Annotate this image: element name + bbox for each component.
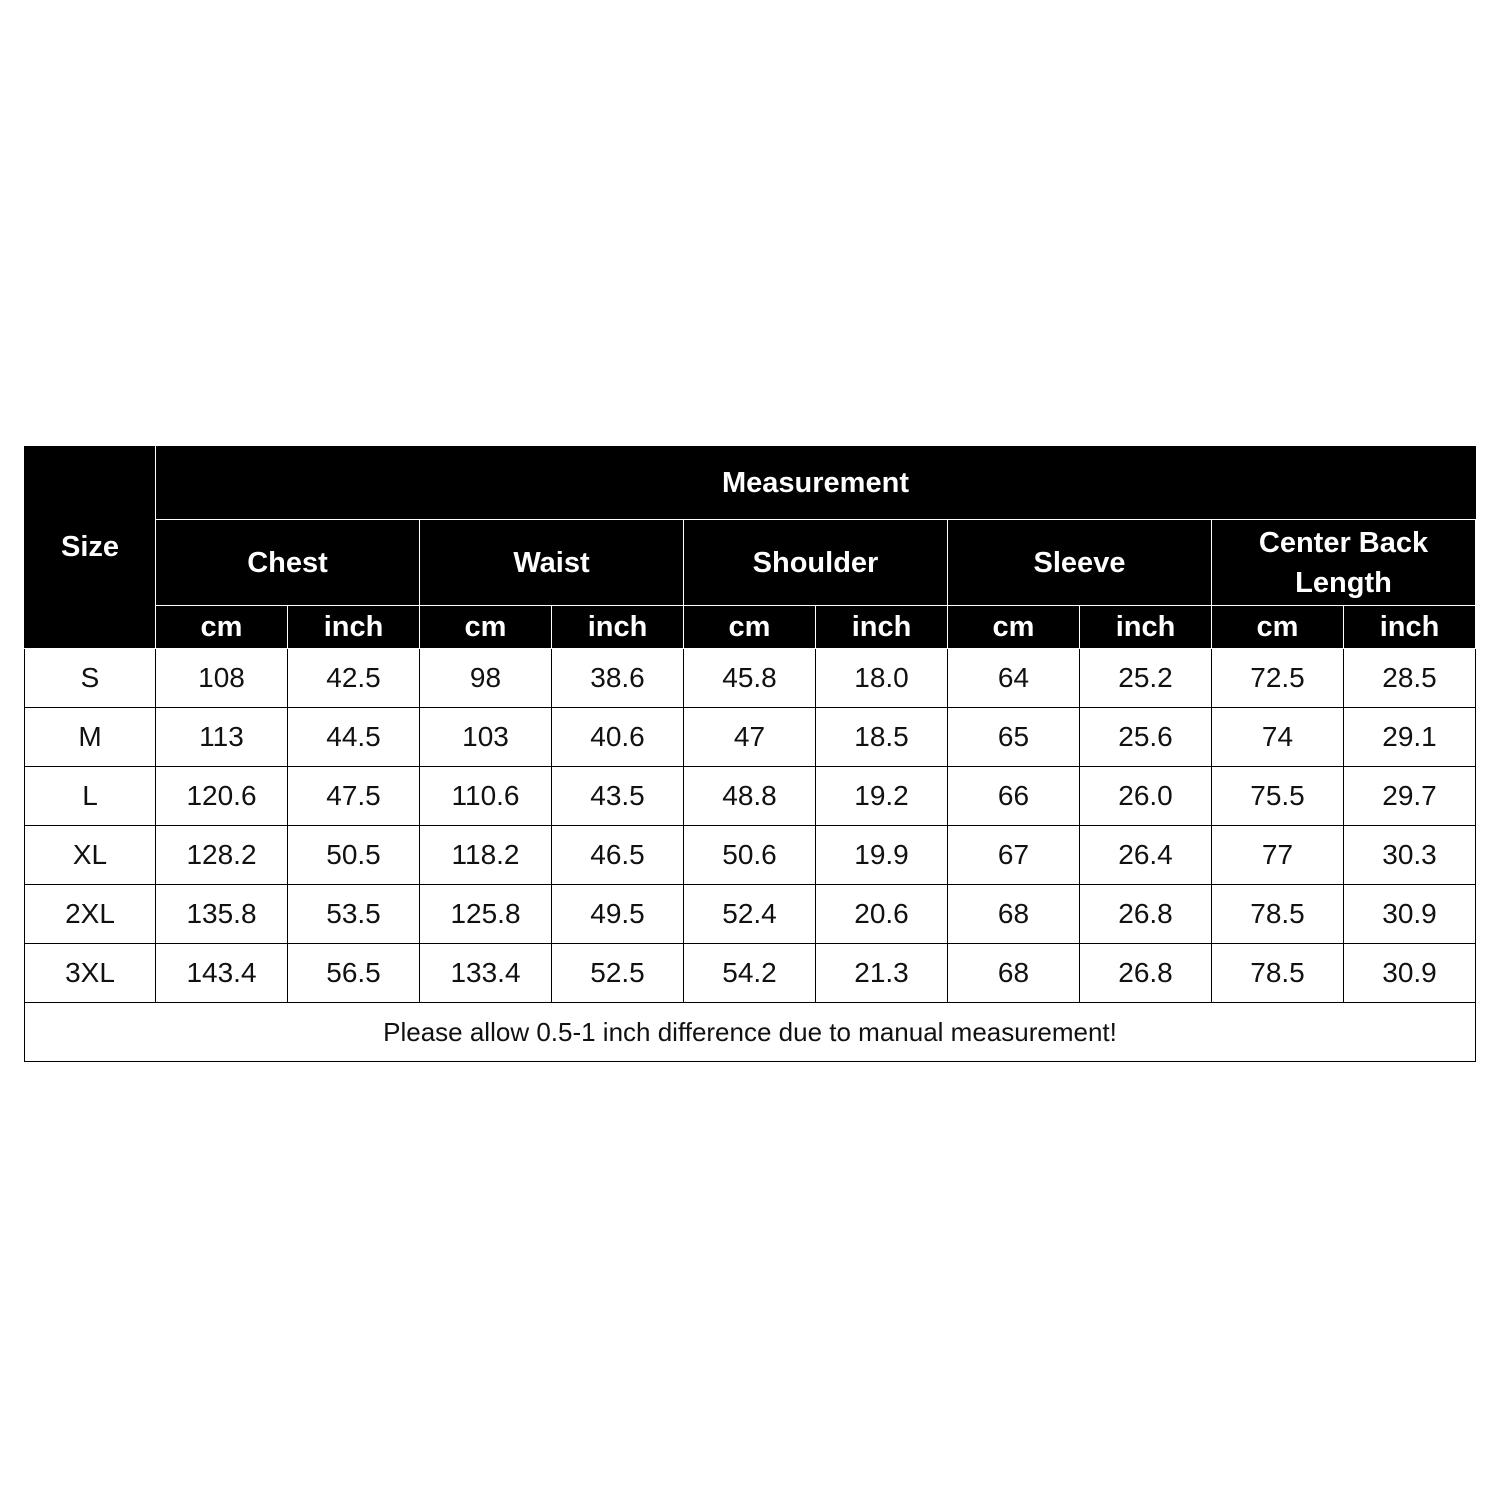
value-cell: 103 <box>420 708 552 767</box>
value-cell: 48.8 <box>684 767 816 826</box>
table-row <box>25 885 1476 944</box>
size-cell: 3XL <box>25 944 156 1003</box>
value-cell: 128.2 <box>156 826 288 885</box>
value-cell: 26.4 <box>1080 826 1212 885</box>
value-cell: 78.5 <box>1212 944 1344 1003</box>
value-cell: 77 <box>1212 826 1344 885</box>
value-cell: 28.5 <box>1344 649 1476 708</box>
unit-header: cm <box>420 606 552 649</box>
value-cell: 30.9 <box>1344 944 1476 1003</box>
group-header-waist: Waist <box>420 520 684 606</box>
value-cell: 143.4 <box>156 944 288 1003</box>
value-cell: 110.6 <box>420 767 552 826</box>
group-header-chest: Chest <box>156 520 420 606</box>
value-cell: 19.2 <box>816 767 948 826</box>
unit-header: cm <box>684 606 816 649</box>
value-cell: 68 <box>948 944 1080 1003</box>
value-cell: 45.8 <box>684 649 816 708</box>
value-cell: 72.5 <box>1212 649 1344 708</box>
value-cell: 50.5 <box>288 826 420 885</box>
table-row <box>25 649 1476 708</box>
value-cell: 38.6 <box>552 649 684 708</box>
size-header: Size <box>25 447 156 649</box>
value-cell: 46.5 <box>552 826 684 885</box>
table-row <box>25 944 1476 1003</box>
value-cell: 52.4 <box>684 885 816 944</box>
value-cell: 54.2 <box>684 944 816 1003</box>
note-row <box>25 1003 1476 1062</box>
value-cell: 78.5 <box>1212 885 1344 944</box>
value-cell: 65 <box>948 708 1080 767</box>
value-cell: 113 <box>156 708 288 767</box>
unit-header: cm <box>156 606 288 649</box>
value-cell: 40.6 <box>552 708 684 767</box>
value-cell: 18.5 <box>816 708 948 767</box>
value-cell: 66 <box>948 767 1080 826</box>
value-cell: 118.2 <box>420 826 552 885</box>
value-cell: 26.8 <box>1080 885 1212 944</box>
group-header-shoulder: Shoulder <box>684 520 948 606</box>
value-cell: 29.7 <box>1344 767 1476 826</box>
value-cell: 52.5 <box>552 944 684 1003</box>
value-cell: 47 <box>684 708 816 767</box>
value-cell: 68 <box>948 885 1080 944</box>
value-cell: 75.5 <box>1212 767 1344 826</box>
value-cell: 18.0 <box>816 649 948 708</box>
value-cell: 47.5 <box>288 767 420 826</box>
value-cell: 21.3 <box>816 944 948 1003</box>
size-chart-body <box>25 649 1476 1062</box>
size-cell: M <box>25 708 156 767</box>
value-cell: 108 <box>156 649 288 708</box>
value-cell: 64 <box>948 649 1080 708</box>
value-cell: 50.6 <box>684 826 816 885</box>
value-cell: 74 <box>1212 708 1344 767</box>
size-cell: XL <box>25 826 156 885</box>
unit-header: cm <box>948 606 1080 649</box>
value-cell: 25.6 <box>1080 708 1212 767</box>
value-cell: 135.8 <box>156 885 288 944</box>
value-cell: 19.9 <box>816 826 948 885</box>
group-header-sleeve: Sleeve <box>948 520 1212 606</box>
value-cell: 53.5 <box>288 885 420 944</box>
unit-header: cm <box>1212 606 1344 649</box>
table-row <box>25 826 1476 885</box>
unit-header: inch <box>1344 606 1476 649</box>
value-cell: 98 <box>420 649 552 708</box>
value-cell: 43.5 <box>552 767 684 826</box>
value-cell: 25.2 <box>1080 649 1212 708</box>
value-cell: 120.6 <box>156 767 288 826</box>
table-row <box>25 708 1476 767</box>
unit-header: inch <box>1080 606 1212 649</box>
unit-header: inch <box>288 606 420 649</box>
value-cell: 125.8 <box>420 885 552 944</box>
value-cell: 44.5 <box>288 708 420 767</box>
measurement-note: Please allow 0.5-1 inch difference due to manual measurement! <box>25 1003 1476 1062</box>
value-cell: 133.4 <box>420 944 552 1003</box>
value-cell: 29.1 <box>1344 708 1476 767</box>
measurement-header: Measurement <box>156 447 1476 520</box>
value-cell: 56.5 <box>288 944 420 1003</box>
value-cell: 67 <box>948 826 1080 885</box>
value-cell: 20.6 <box>816 885 948 944</box>
value-cell: 42.5 <box>288 649 420 708</box>
value-cell: 30.3 <box>1344 826 1476 885</box>
value-cell: 30.9 <box>1344 885 1476 944</box>
size-chart-table <box>24 446 1476 1062</box>
size-cell: L <box>25 767 156 826</box>
size-cell: 2XL <box>25 885 156 944</box>
unit-header: inch <box>816 606 948 649</box>
unit-header: inch <box>552 606 684 649</box>
group-header-center-back-length: Center Back Length <box>1212 520 1476 606</box>
table-row <box>25 767 1476 826</box>
value-cell: 26.0 <box>1080 767 1212 826</box>
value-cell: 49.5 <box>552 885 684 944</box>
size-cell: S <box>25 649 156 708</box>
value-cell: 26.8 <box>1080 944 1212 1003</box>
